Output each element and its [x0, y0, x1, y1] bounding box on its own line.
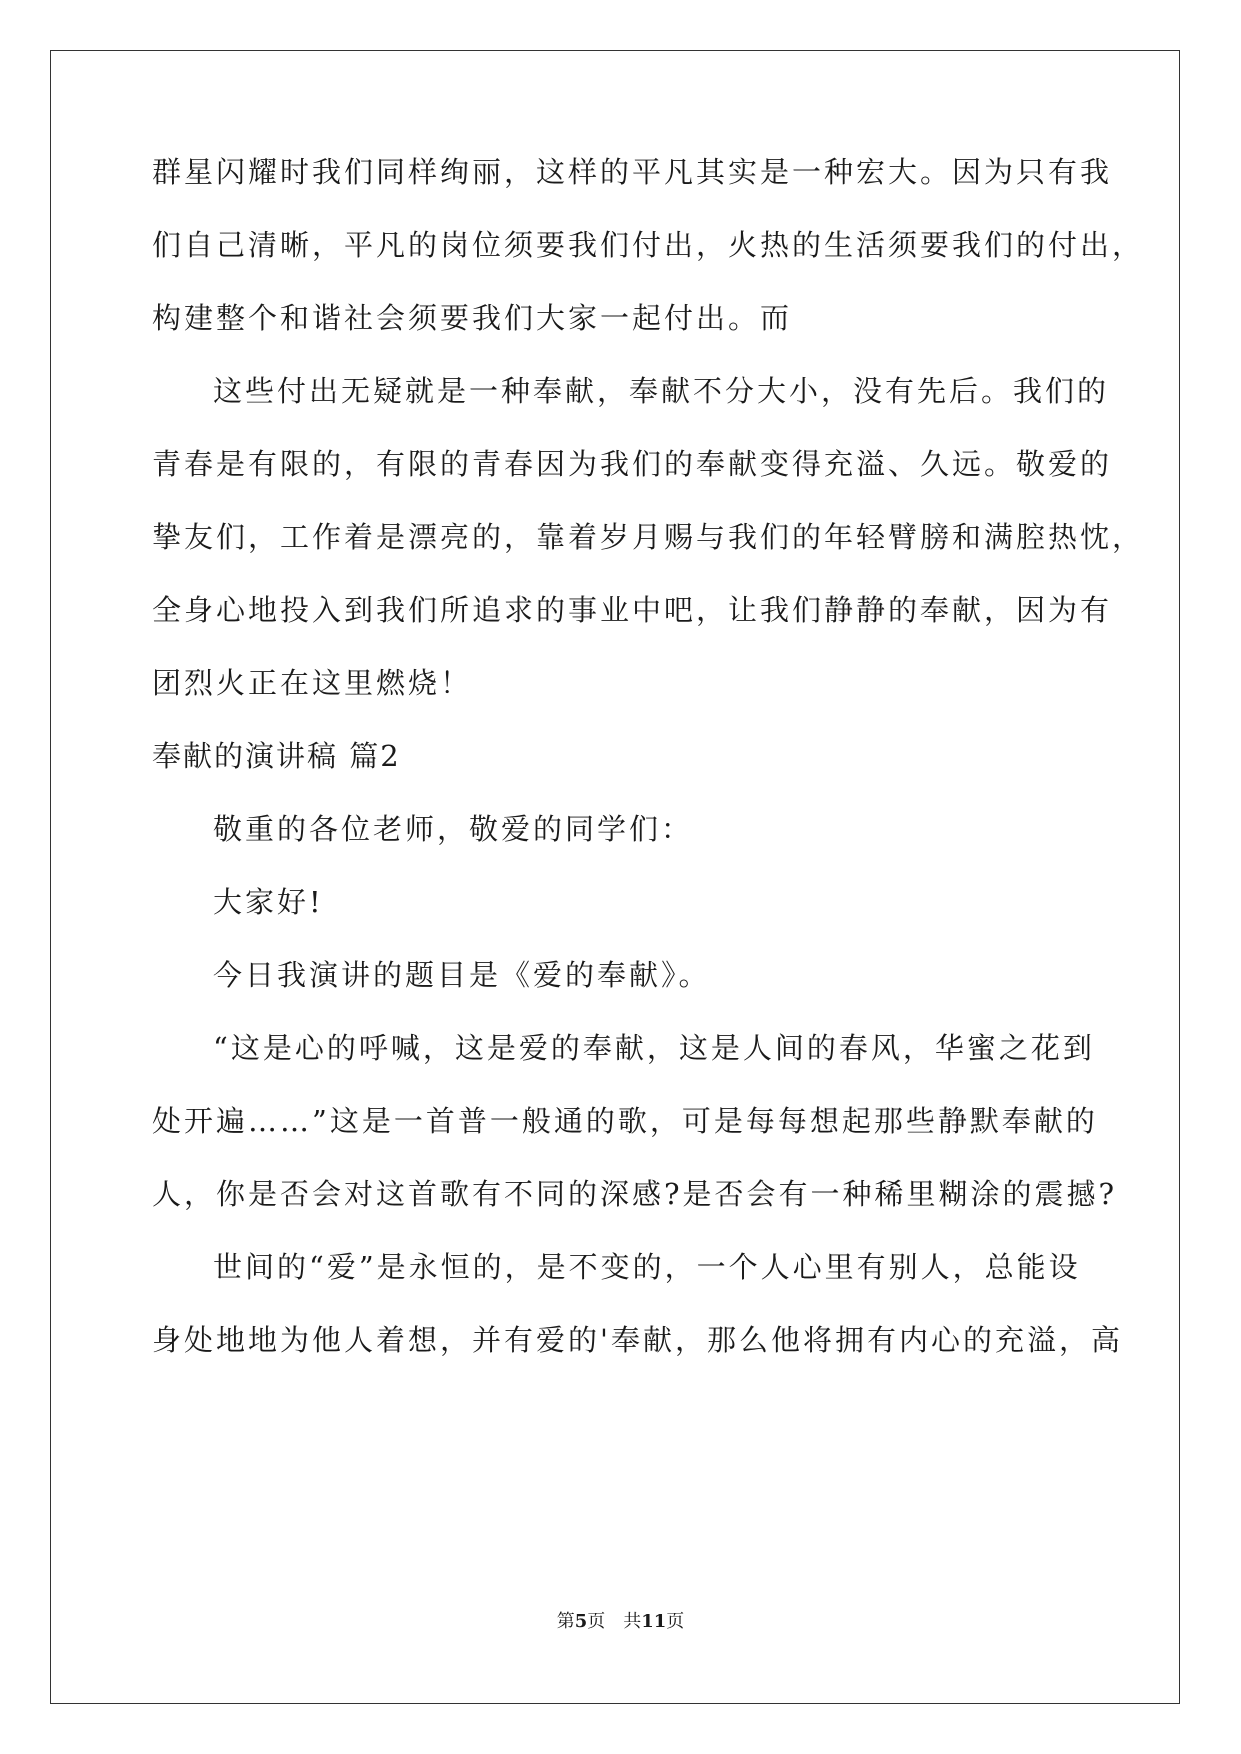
paragraph-start-line: 这些付出无疑就是一种奉献，奉献不分大小，没有先后。我们的 — [213, 374, 1110, 408]
page-footer — [0, 1607, 1241, 1633]
paragraph-start-line: 世间的“爱”是永恒的，是不变的，一个人心里有别人，总能设 — [213, 1250, 1081, 1284]
text-line: 人，你是否会对这首歌有不同的深感?是否会有一种稀里糊涂的震撼? — [152, 1177, 1118, 1211]
salutation-line: 敬重的各位老师，敬爱的同学们： — [213, 812, 694, 846]
text-line: 构建整个和谐社会须要我们大家一起付出。而 — [152, 301, 793, 335]
greeting-line: 大家好! — [213, 885, 324, 919]
page-prefix: 第 — [556, 1611, 575, 1632]
paragraph-start-line: “这是心的呼喊，这是爱的奉献，这是人间的春风，华蜜之花到 — [213, 1031, 1095, 1065]
text-line: 团烈火正在这里燃烧！ — [152, 666, 473, 700]
text-line: 青春是有限的，有限的青春因为我们的奉献变得充溢、久远。敬爱的 — [152, 447, 1113, 481]
text-line: 挚友们，工作着是漂亮的，靠着岁月赐与我们的年轻臂膀和满腔热忱， — [152, 520, 1145, 554]
page-mid: 页 共 — [587, 1611, 642, 1632]
text-line: 们自己清晰，平凡的岗位须要我们付出，火热的生活须要我们的付出， — [152, 228, 1145, 262]
text-line: 处开遍……”这是一首普一般通的歌，可是每每想起那些静默奉献的 — [152, 1104, 1098, 1138]
page-suffix: 页 — [666, 1611, 685, 1632]
paragraph-start-line: 今日我演讲的题目是《爱的奉献》。 — [213, 958, 711, 992]
page-current: 5 — [574, 1611, 588, 1632]
text-line: 全身心地投入到我们所追求的事业中吧，让我们静静的奉献，因为有 — [152, 593, 1113, 627]
text-line: 群星闪耀时我们同样绚丽，这样的平凡其实是一种宏大。因为只有我 — [152, 155, 1113, 189]
page-total: 11 — [641, 1611, 667, 1632]
section-heading: 奉献的演讲稿 篇2 — [152, 739, 401, 773]
text-line: 身处地地为他人着想，并有爱的'奉献，那么他将拥有内心的充溢，高 — [152, 1323, 1123, 1357]
